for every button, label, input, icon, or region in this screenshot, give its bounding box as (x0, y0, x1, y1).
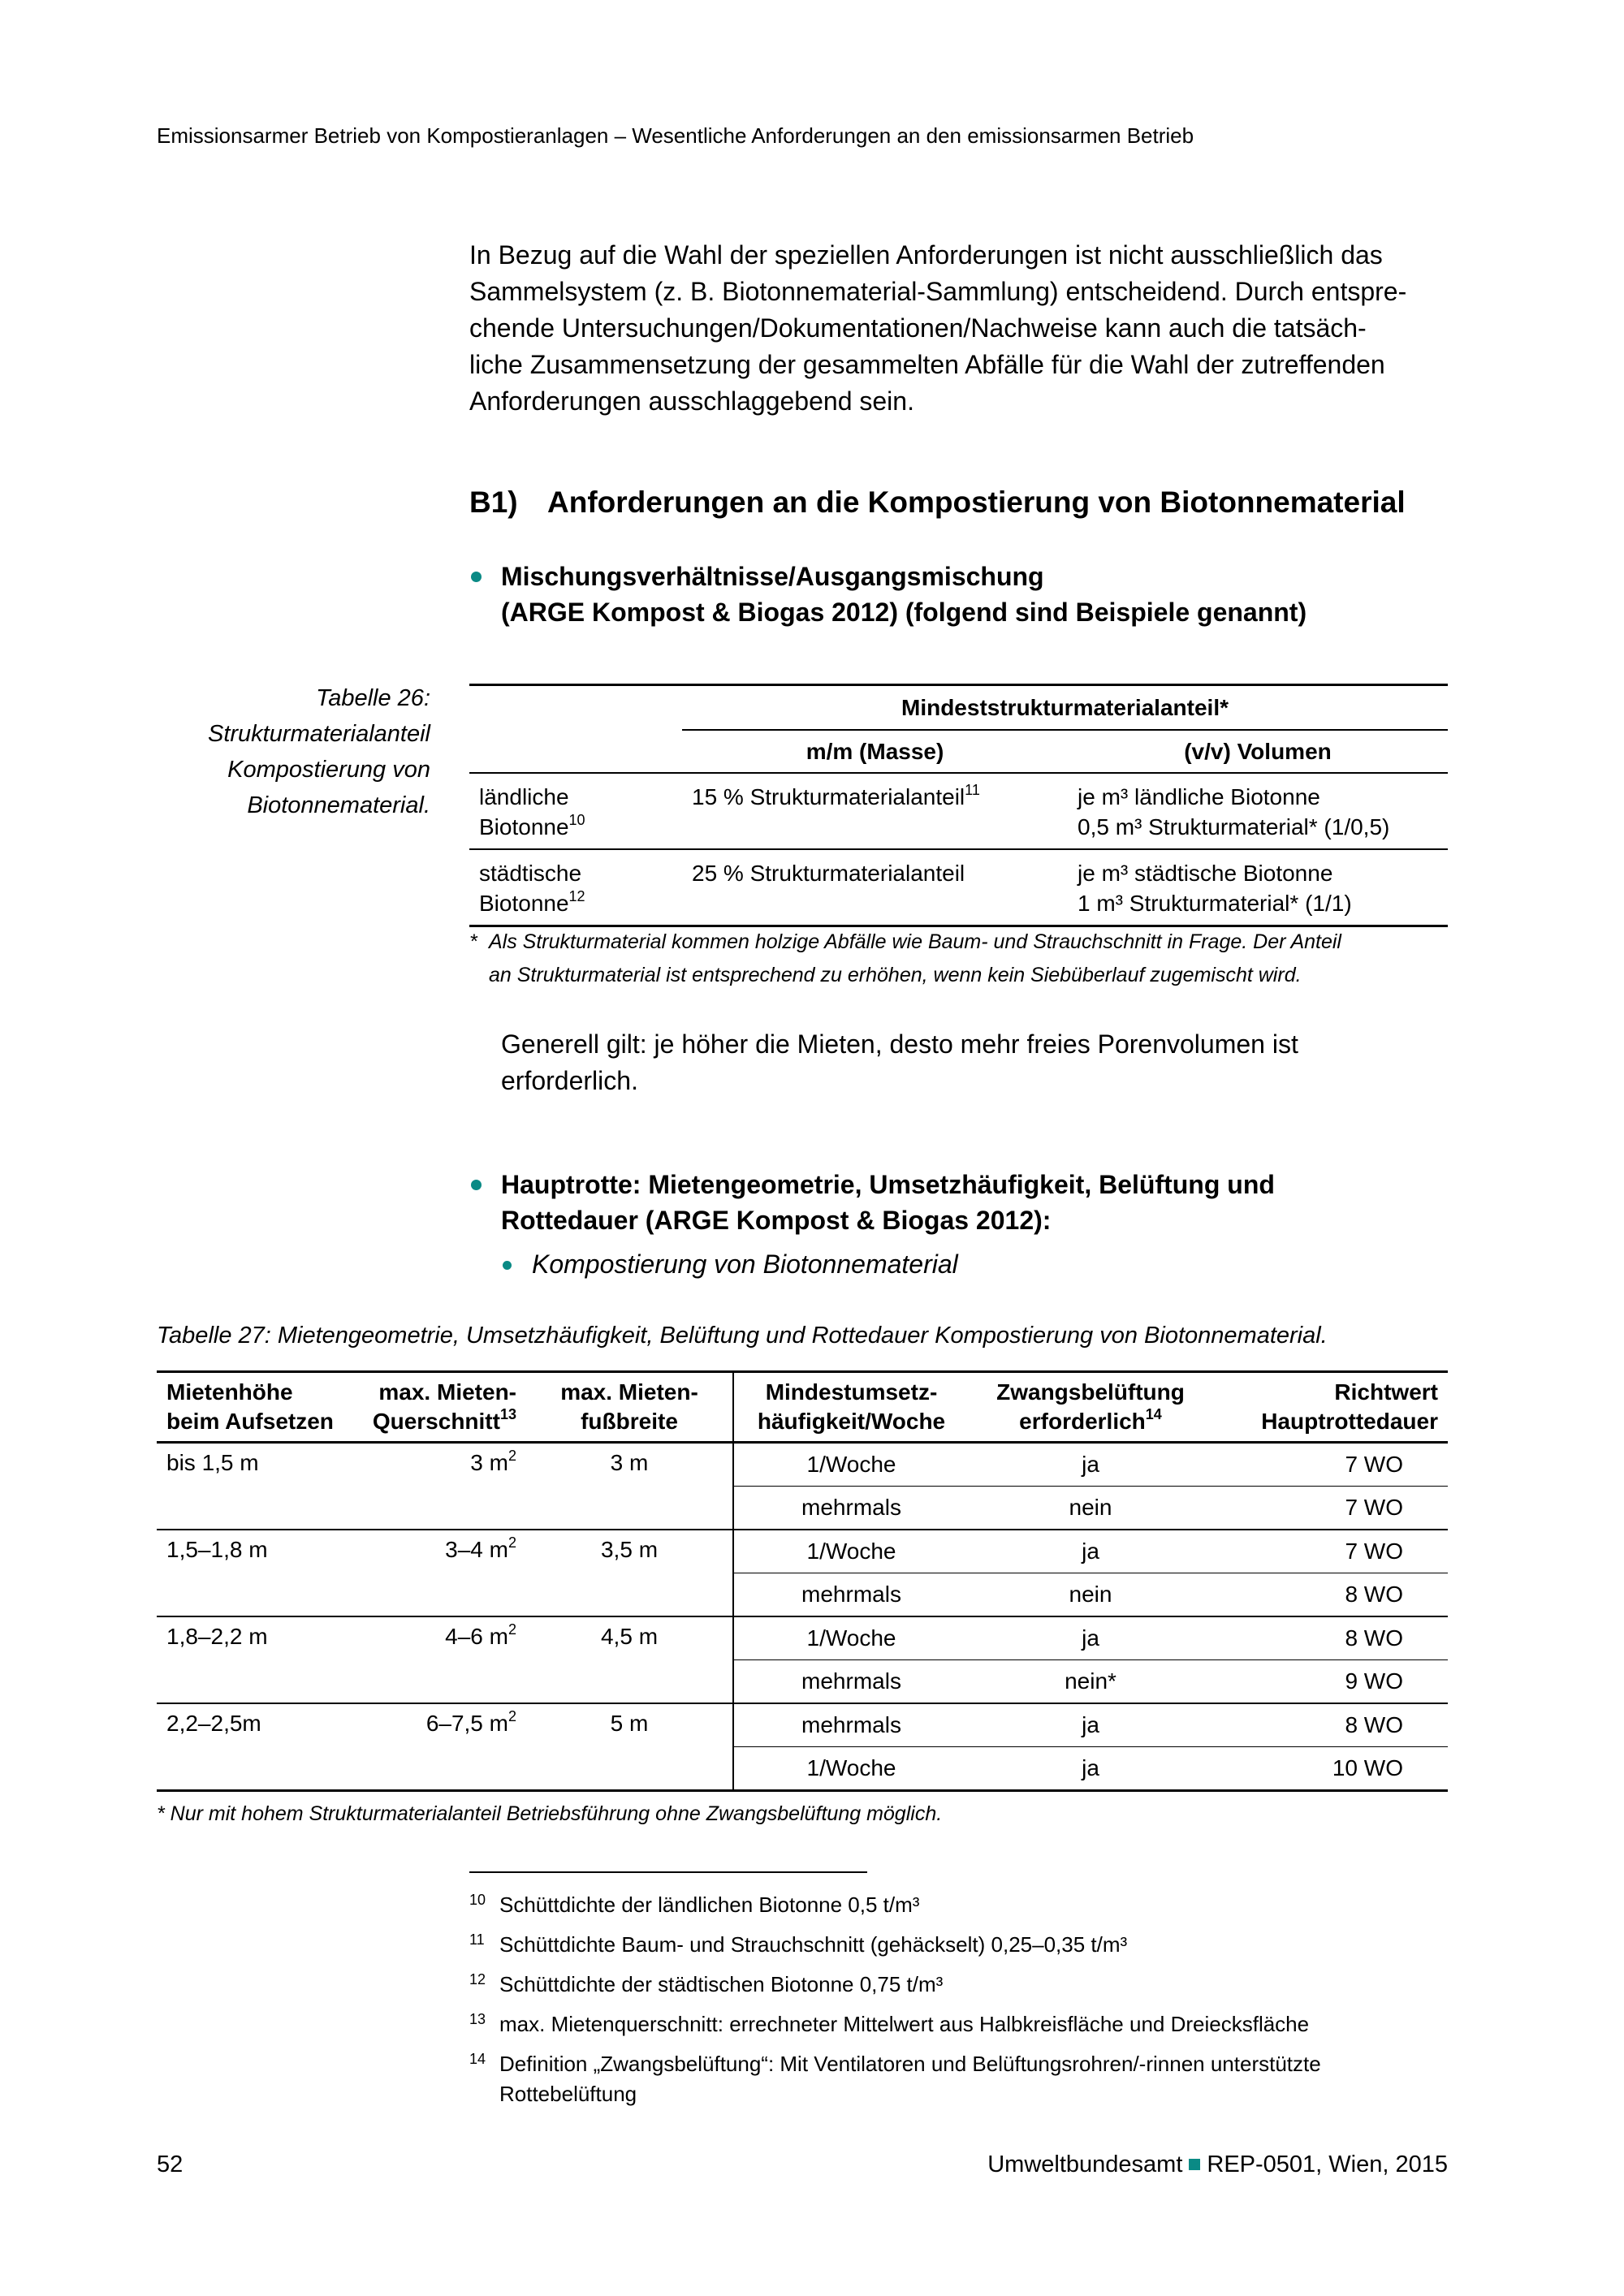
cell-haeufigkeit: mehrmals (733, 1573, 969, 1617)
intro-line: Anforderungen ausschlaggebend sein. (469, 386, 914, 416)
note-text: an Strukturmaterial ist entsprechend zu erhöhen, wenn kein Siebüberlauf zugemischt wird. (489, 964, 1302, 986)
footnote-ref: 10 (568, 812, 585, 828)
caption-line: Strukturmaterialanteil (208, 721, 430, 747)
cell-querschnitt: 4–6 m (445, 1624, 508, 1649)
generell-line: Generell gilt: je höher die Mieten, desto mehr freies Porenvolumen ist (501, 1029, 1298, 1059)
table26-subheader-row (469, 730, 1448, 773)
bullet-line: Mischungsverhältnisse/Ausgangsmischung (501, 562, 1044, 591)
row-label: Biotonne (479, 891, 569, 916)
footnote-text: max. Mietenquerschnitt: errechneter Mittelwert aus Halbkreisfläche und Dreiecksfläche (499, 2012, 1310, 2036)
col-header: Richtwert (1334, 1379, 1438, 1405)
col-header: beim Aufsetzen (166, 1409, 334, 1434)
cell-haeufigkeit: mehrmals (733, 1703, 969, 1747)
section-title: Anforderungen an die Kompostierung von Biotonnematerial (547, 486, 1406, 519)
note-text: Als Strukturmaterial kommen holzige Abfälle wie Baum- und Strauchschnitt in Frage. Der Anteil (489, 930, 1341, 953)
footnote-ref: 11 (965, 782, 980, 798)
table-row (157, 1443, 1448, 1487)
col-header: max. Mieten- (560, 1379, 698, 1405)
bullet-dot-icon (471, 572, 482, 582)
cell-belueftung: nein (969, 1573, 1212, 1617)
publisher-name: Umweltbundesamt (987, 2151, 1183, 2177)
cell-dauer: 7 WO (1212, 1530, 1448, 1573)
superscript: 2 (508, 1448, 516, 1464)
cell-dauer: 8 WO (1212, 1573, 1448, 1617)
cell-haeufigkeit: mehrmals (733, 1487, 969, 1530)
table26-group-header: Mindeststrukturmaterialanteil* (682, 685, 1448, 731)
caption-line: Kompostierung von (227, 757, 430, 783)
intro-line: Sammelsystem (z. B. Biotonnematerial-Sammlung) entscheidend. Durch entspre- (469, 277, 1407, 306)
col-header: Querschnitt (372, 1409, 500, 1434)
footnote-divider (469, 1871, 867, 1873)
col-header: erforderlich (1019, 1409, 1146, 1434)
cell-fussbreite: 4,5 m (526, 1616, 733, 1703)
cell-fussbreite: 3 m (526, 1443, 733, 1530)
col-header: max. Mieten- (378, 1379, 516, 1405)
footnote (469, 1970, 1452, 2000)
footnote-number: 10 (469, 1892, 486, 1908)
generell-paragraph (501, 1026, 1435, 1099)
cell-belueftung: ja (969, 1530, 1212, 1573)
superscript: 2 (508, 1534, 516, 1551)
intro-line: liche Zusammensetzung der gesammelten Abfälle für die Wahl der zutreffenden (469, 350, 1385, 379)
table-row (157, 1530, 1448, 1573)
footnote-text: Schüttdichte der ländlichen Biotonne 0,5 t/m³ (499, 1892, 920, 1917)
table-row (469, 773, 1448, 849)
intro-paragraph (469, 237, 1452, 420)
row-label: ländliche (479, 784, 569, 809)
superscript: 2 (508, 1621, 516, 1638)
footnote-number: 14 (469, 2051, 486, 2067)
col-mass-header: m/m (Masse) (806, 738, 944, 764)
cell-fussbreite: 3,5 m (526, 1530, 733, 1616)
cell-hoehe: 1,8–2,2 m (157, 1616, 360, 1703)
col-header: Hauptrottedauer (1261, 1409, 1438, 1434)
cell-querschnitt: 3 m (470, 1450, 508, 1475)
footnote (469, 1890, 1452, 1920)
square-bullet-icon (1189, 2159, 1200, 2170)
running-header: Emissionsarmer Betrieb von Kompostieranlagen – Wesentliche Anforderungen an den emissionsarmen Betrieb (157, 123, 1194, 148)
section-number: B1) (469, 486, 518, 519)
cell-dauer: 8 WO (1212, 1616, 1448, 1660)
footnote (469, 2049, 1452, 2109)
footnote-text: Schüttdichte Baum- und Strauchschnitt (gehäckselt) 0,25–0,35 t/m³ (499, 1932, 1128, 1957)
cell-belueftung: ja (969, 1616, 1212, 1660)
superscript: 2 (508, 1708, 516, 1724)
footnote (469, 1930, 1452, 1960)
cell-belueftung: nein (969, 1487, 1212, 1530)
cell-belueftung: ja (969, 1703, 1212, 1747)
footnote-text: Definition „Zwangsbelüftung“: Mit Ventilatoren und Belüftungsrohren/-rinnen unterstützte (499, 2052, 1321, 2076)
bullet-mischung (501, 559, 1307, 630)
col-header: Zwangsbelüftung (996, 1379, 1185, 1405)
table27 (157, 1370, 1448, 1792)
table-row (469, 849, 1448, 926)
table26-note (469, 926, 1452, 992)
bullet-hauptrotte (501, 1167, 1275, 1238)
row-label: Biotonne (479, 814, 569, 839)
col-header: Mietenhöhe (166, 1379, 293, 1405)
col-volume-header: (v/v) Volumen (1184, 738, 1332, 764)
intro-line: In Bezug auf die Wahl der speziellen Anforderungen ist nicht ausschließlich das (469, 240, 1383, 270)
caption-line: Tabelle 26: (316, 685, 430, 711)
footer-citation (987, 2151, 1448, 2178)
footnote-number: 13 (469, 2011, 486, 2027)
cell-haeufigkeit: 1/Woche (733, 1616, 969, 1660)
cell-dauer: 9 WO (1212, 1660, 1448, 1704)
table27-caption: Tabelle 27: Mietengeometrie, Umsetzhäufigkeit, Belüftung und Rottedauer Kompostierung von Biotonnematerial. (157, 1323, 1328, 1349)
cell-haeufigkeit: 1/Woche (733, 1747, 969, 1791)
section-heading (469, 486, 1406, 520)
bullet-line: Rottedauer (ARGE Kompost & Biogas 2012): (501, 1206, 1052, 1235)
note-star: * (469, 930, 477, 953)
cell-haeufigkeit: 1/Woche (733, 1443, 969, 1487)
bullet-dot-icon (471, 1180, 482, 1190)
cell-dauer: 7 WO (1212, 1443, 1448, 1487)
bullet-line: (ARGE Kompost & Biogas 2012) (folgend sind Beispiele genannt) (501, 598, 1307, 627)
cell-dauer: 7 WO (1212, 1487, 1448, 1530)
footnote-ref: 12 (568, 888, 585, 904)
footnotes (469, 1890, 1452, 2119)
footnote-ref: 13 (499, 1406, 516, 1422)
cell-hoehe: 2,2–2,5m (157, 1703, 360, 1791)
cell-belueftung: nein* (969, 1660, 1212, 1704)
footnote-text: Schüttdichte der städtischen Biotonne 0,75 t/m³ (499, 1972, 944, 1996)
page-number: 52 (157, 2151, 184, 2177)
footnote-number: 12 (469, 1971, 486, 1987)
col-header: Mindestumsetz- (765, 1379, 938, 1405)
table26 (469, 684, 1448, 927)
cell-fussbreite: 5 m (526, 1703, 733, 1791)
bullet-line: Hauptrotte: Mietengeometrie, Umsetzhäufigkeit, Belüftung und (501, 1170, 1275, 1199)
volume-value: je m³ ländliche Biotonne (1078, 784, 1320, 809)
table-row (157, 1616, 1448, 1660)
cell-querschnitt: 6–7,5 m (425, 1711, 508, 1736)
footnote-number: 11 (469, 1931, 485, 1948)
cell-haeufigkeit: 1/Woche (733, 1530, 969, 1573)
cell-hoehe: bis 1,5 m (157, 1443, 360, 1530)
cell-haeufigkeit: mehrmals (733, 1660, 969, 1704)
footnote (469, 2009, 1452, 2039)
col-header: häufigkeit/Woche (757, 1409, 946, 1434)
cell-belueftung: ja (969, 1747, 1212, 1791)
footnote-ref: 14 (1145, 1406, 1162, 1422)
cell-hoehe: 1,5–1,8 m (157, 1530, 360, 1616)
intro-line: chende Untersuchungen/Dokumentationen/Nachweise kann auch die tatsäch- (469, 313, 1367, 343)
table-row (157, 1703, 1448, 1747)
sub-bullet-item: Kompostierung von Biotonnematerial (532, 1249, 958, 1279)
table26-caption (146, 680, 430, 823)
table27-note: * Nur mit hohem Strukturmaterialanteil Betriebsführung ohne Zwangsbelüftung möglich. (157, 1802, 943, 1825)
volume-value: 1 m³ Strukturmaterial* (1/1) (1078, 891, 1352, 916)
mass-value: 25 % Strukturmaterialanteil (692, 861, 965, 886)
cell-dauer: 10 WO (1212, 1747, 1448, 1791)
col-header: fußbreite (581, 1409, 678, 1434)
report-id: REP-0501, Wien, 2015 (1207, 2151, 1448, 2177)
sub-bullet-dot-icon (503, 1261, 512, 1270)
generell-line: erforderlich. (501, 1066, 638, 1095)
caption-line: Biotonnematerial. (247, 792, 430, 818)
volume-value: je m³ städtische Biotonne (1078, 861, 1333, 886)
cell-belueftung: ja (969, 1443, 1212, 1487)
cell-dauer: 8 WO (1212, 1703, 1448, 1747)
volume-value: 0,5 m³ Strukturmaterial* (1/0,5) (1078, 814, 1390, 839)
row-label: städtische (479, 861, 582, 886)
table27-header-row (157, 1372, 1448, 1443)
table26-header-row (469, 685, 1448, 731)
cell-querschnitt: 3–4 m (445, 1537, 508, 1562)
footnote-text: Rottebelüftung (499, 2082, 637, 2106)
mass-value: 15 % Strukturmaterialanteil (692, 784, 965, 809)
